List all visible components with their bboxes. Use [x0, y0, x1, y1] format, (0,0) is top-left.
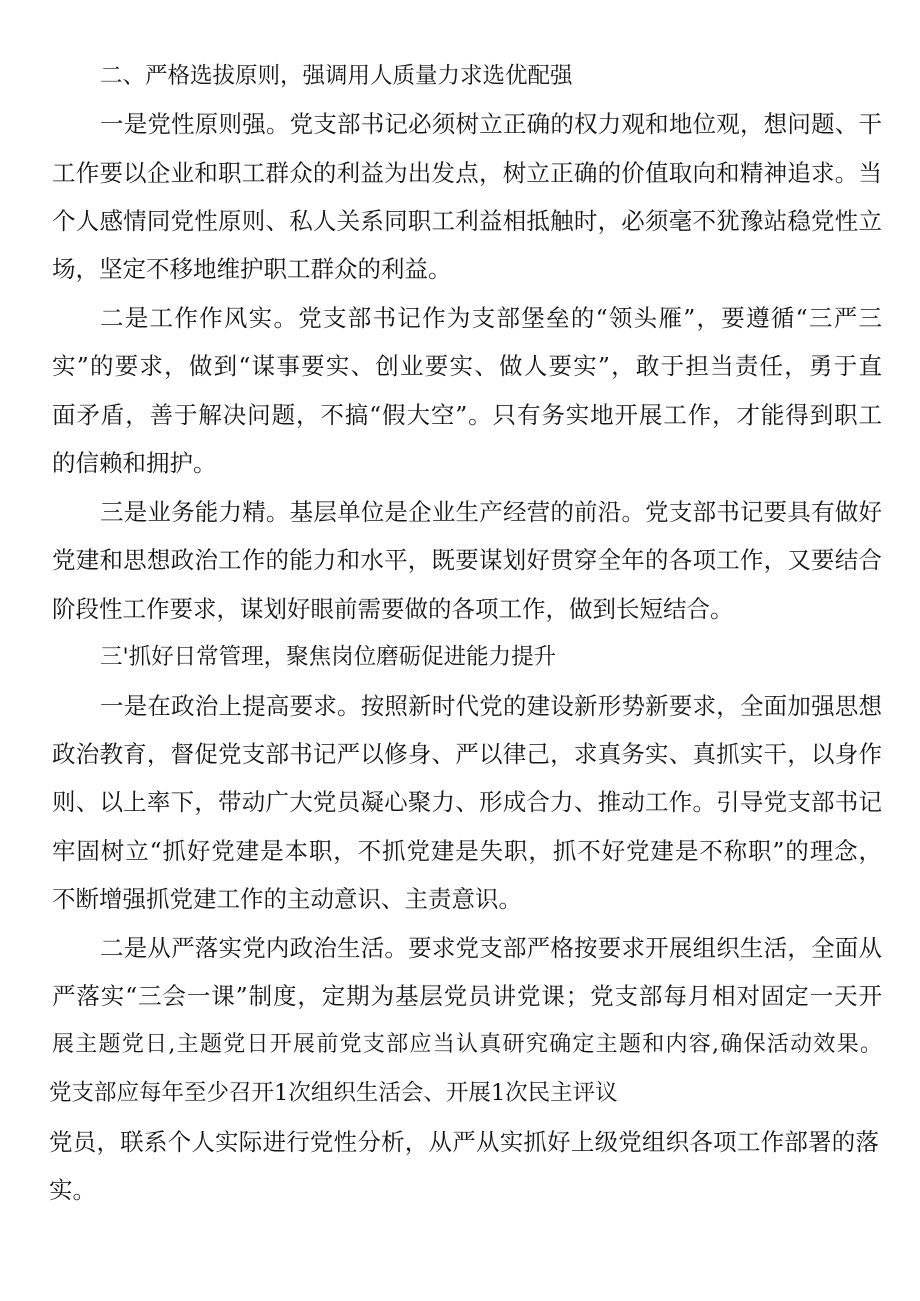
paragraph-line: 一是在政治上提高要求。按照新时代党的建设新形势新要求，全面加强思想 — [100, 692, 882, 720]
paragraph-line: 党员，联系个人实际进行党性分析，从严从实抓好上级党组织各项工作部署的落 — [49, 1128, 879, 1156]
paragraph-line: 实。 — [49, 1176, 96, 1204]
paragraph-line: 不断增强抓党建工作的主动意识、主责意识。 — [52, 885, 522, 913]
paragraph-line: 一是党性原则强。党支部书记必须树立正确的权力观和地位观，想问题、干 — [100, 110, 882, 138]
paragraph-line: 二是从严落实党内政治生活。要求党支部严格按要求开展组织生活，全面从 — [100, 934, 882, 962]
paragraph-line: 实”的要求，做到“谋事要实、创业要实、做人要实”，敢于担当责任，勇于直 — [52, 352, 882, 380]
paragraph-line: 二是工作作风实。党支部书记作为支部堡垒的“领头雁”，要遵循“三严三 — [100, 304, 882, 332]
paragraph-line: 三是业务能力精。基层单位是企业生产经营的前沿。党支部书记要具有做好 — [100, 498, 882, 526]
paragraph-line: 展主题党日,主题党日开展前党支部应当认真研究确定主题和内容,确保活动效果。 — [52, 1032, 882, 1057]
paragraph-line: 个人感情同党性原则、私人关系同职工利益相抵触时，必须毫不犹豫站稳党性立 — [52, 207, 882, 235]
paragraph-line: 则、以上率下，带动广大党员凝心聚力、形成合力、推动工作。引导党支部书记 — [52, 788, 882, 816]
paragraph-line: 党支部应每年至少召开1次组织生活会、开展1次民主评议 — [49, 1080, 618, 1106]
paragraph-line: 牢固树立“抓好党建是本职，不抓党建是失职，抓不好党建是不称职”的理念， — [52, 837, 882, 865]
paragraph-line: 场，坚定不移地维护职工群众的利益。 — [52, 255, 452, 283]
paragraph-line: 政治教育，督促党支部书记严以修身、严以律己，求真务实、真抓实干，以身作 — [52, 740, 882, 768]
paragraph-line: 工作要以企业和职工群众的利益为出发点，树立正确的价值取向和精神追求。当 — [52, 159, 882, 187]
paragraph-line: 严落实“三会一课”制度，定期为基层党员讲党课；党支部每月相对固定一天开 — [52, 982, 882, 1010]
paragraph-line: 面矛盾，善于解决问题，不搞“假大空”。只有务实地开展工作，才能得到职工 — [52, 401, 882, 429]
section-heading-3: 三'抓好日常管理，聚焦岗位磨砺促进能力提升 — [100, 644, 557, 670]
paragraph-line: 的信赖和拥护。 — [52, 449, 217, 477]
paragraph-line: 党建和思想政治工作的能力和水平，既要谋划好贯穿全年的各项工作，又要结合 — [52, 546, 882, 574]
section-heading-2: 二、严格选拔原则，强调用人质量力求选优配强 — [100, 63, 573, 89]
paragraph-line: 阶段性工作要求，谋划好眼前需要做的各项工作，做到长短结合。 — [52, 595, 734, 623]
